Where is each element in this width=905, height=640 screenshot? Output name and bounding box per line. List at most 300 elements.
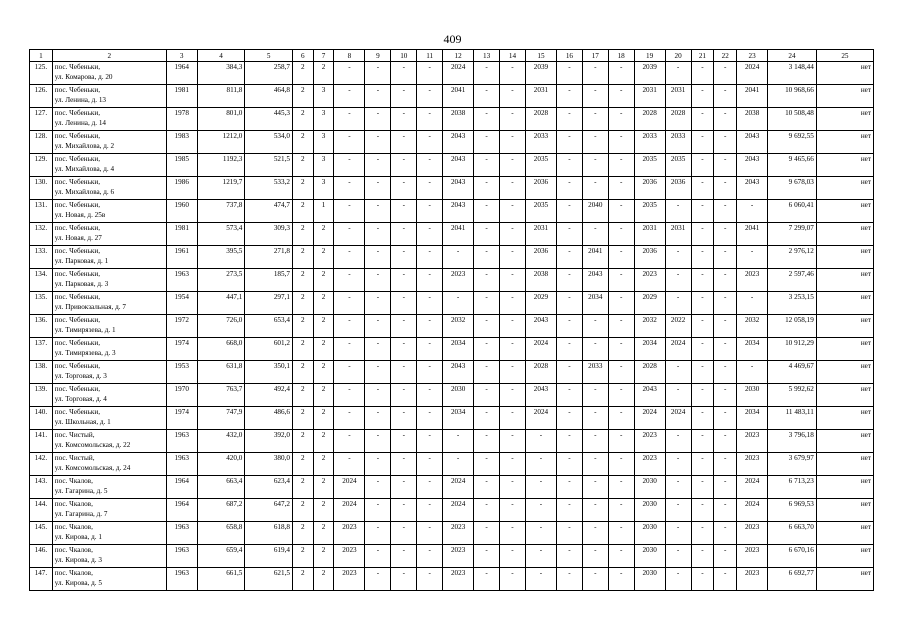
data-cell: - [556,315,582,338]
data-cell: - [417,430,443,453]
data-cell: 1974 [166,338,197,361]
data-cell: 2023 [634,453,665,476]
address-settlement: пос. Чебеньки, [54,385,101,393]
data-cell: 2041 [443,223,474,246]
data-cell: - [608,522,634,545]
address-cell [52,476,166,499]
data-cell: 2024 [737,62,768,85]
data-cell: - [365,361,391,384]
data-cell: - [334,315,365,338]
data-cell: - [691,338,714,361]
data-cell: - [582,223,608,246]
data-cell: 1963 [166,453,197,476]
data-cell: - [608,246,634,269]
data-cell: 2023 [737,269,768,292]
data-cell: 2 [293,338,314,361]
table-row [30,361,874,384]
data-cell: 2 [293,315,314,338]
data-cell: 2031 [525,223,556,246]
data-cell: - [665,545,691,568]
data-cell: 621,5 [245,568,293,591]
address-street: ул. Торговая, д. 3 [54,372,107,380]
data-cell: - [556,522,582,545]
data-cell: 2023 [443,545,474,568]
data-cell: - [582,430,608,453]
table-row [30,200,874,223]
data-cell: 2 [293,154,314,177]
address-street: ул. Новая, д. 25в [54,211,106,219]
data-cell: 2024 [443,499,474,522]
column-header: 18 [608,50,634,62]
data-cell: - [556,154,582,177]
data-cell: 445,3 [245,108,293,131]
data-cell: 2035 [634,154,665,177]
flag-cell: нет [816,223,873,246]
data-cell: - [417,568,443,591]
column-header: 10 [391,50,417,62]
data-cell: - [334,361,365,384]
address-street: ул. Ленина, д. 14 [54,119,107,127]
data-cell: - [691,85,714,108]
data-cell: 2030 [634,545,665,568]
data-cell: - [474,292,500,315]
data-cell: - [443,246,474,269]
flag-cell: нет [816,292,873,315]
data-cell: - [691,108,714,131]
column-header: 23 [737,50,768,62]
data-cell: 1212,0 [197,131,245,154]
cost-cell: 2 597,46 [768,269,817,292]
data-cell: 2032 [737,315,768,338]
table-row [30,430,874,453]
column-header: 12 [443,50,474,62]
table-row [30,315,874,338]
data-cell: 1970 [166,384,197,407]
table-row [30,384,874,407]
column-header: 6 [293,50,314,62]
data-cell: 2036 [525,177,556,200]
data-cell: 2 [293,177,314,200]
data-cell: - [608,108,634,131]
data-cell: 2023 [737,545,768,568]
row-number: 126. [30,85,53,108]
address-street: ул. Кирова, д. 3 [54,556,102,564]
data-cell: 464,8 [245,85,293,108]
table-header-row [30,50,874,62]
data-cell: 2 [293,407,314,430]
data-cell: 2023 [443,568,474,591]
data-cell: - [691,522,714,545]
address-settlement: пос. Чебеньки, [54,270,101,278]
row-number: 134. [30,269,53,292]
data-cell: 271,8 [245,246,293,269]
data-cell: 2041 [582,246,608,269]
data-cell: 2 [313,246,334,269]
data-cell: - [500,200,526,223]
address-cell [52,154,166,177]
cost-cell: 3 148,44 [768,62,817,85]
data-cell: 1981 [166,223,197,246]
data-cell: 659,4 [197,545,245,568]
data-cell: 2036 [634,177,665,200]
flag-cell: нет [816,154,873,177]
flag-cell: нет [816,545,873,568]
data-cell: - [525,430,556,453]
data-cell: 2 [313,62,334,85]
address-street: ул. Торговая, д. 4 [54,395,107,403]
data-cell: 2043 [443,131,474,154]
data-cell: - [691,499,714,522]
data-cell: - [417,85,443,108]
address-cell [52,430,166,453]
data-cell: 2 [313,292,334,315]
data-cell: - [691,269,714,292]
data-cell: - [582,154,608,177]
table-row [30,223,874,246]
data-cell: 2 [313,545,334,568]
address-street: ул. Парковая, д. 1 [54,257,109,265]
data-cell: 2039 [525,62,556,85]
column-header: 20 [665,50,691,62]
data-cell: - [500,131,526,154]
row-number: 127. [30,108,53,131]
flag-cell: нет [816,522,873,545]
data-cell: - [556,177,582,200]
data-cell: 2023 [334,568,365,591]
data-cell: - [365,430,391,453]
table-row [30,131,874,154]
data-cell: 2032 [634,315,665,338]
data-cell: - [365,131,391,154]
data-cell: - [500,361,526,384]
data-cell: 3 [313,177,334,200]
data-cell: - [691,568,714,591]
data-cell: 2 [313,430,334,453]
row-number: 131. [30,200,53,223]
data-cell: - [500,177,526,200]
data-cell: 2038 [525,269,556,292]
data-cell: 2 [293,292,314,315]
data-cell: 1963 [166,522,197,545]
data-cell: - [608,154,634,177]
address-settlement: пос. Чебеньки, [54,178,101,186]
flag-cell: нет [816,453,873,476]
data-cell: 2 [293,131,314,154]
data-cell: - [582,476,608,499]
data-cell: - [714,407,737,430]
data-cell: - [582,85,608,108]
data-cell: - [608,62,634,85]
data-cell: - [391,62,417,85]
data-cell: 2024 [525,407,556,430]
data-cell: - [417,177,443,200]
data-cell: 521,5 [245,154,293,177]
data-cell: 1981 [166,85,197,108]
data-cell: - [691,315,714,338]
data-cell: 2024 [334,476,365,499]
cost-cell: 7 299,07 [768,223,817,246]
data-cell: - [391,131,417,154]
data-cell: 2043 [525,384,556,407]
data-cell: 2028 [665,108,691,131]
data-cell: 2 [293,108,314,131]
row-number: 133. [30,246,53,269]
data-cell: 2033 [634,131,665,154]
data-cell: - [334,177,365,200]
flag-cell: нет [816,384,873,407]
data-cell: - [608,499,634,522]
address-settlement: пос. Чкалов, [54,546,93,554]
data-cell: 2 [313,361,334,384]
data-cell: - [556,85,582,108]
data-cell: - [525,545,556,568]
row-number: 141. [30,430,53,453]
data-cell: - [608,292,634,315]
data-cell: - [582,315,608,338]
data-cell: - [737,361,768,384]
address-settlement: пос. Чебеньки, [54,293,101,301]
address-cell [52,223,166,246]
address-street: ул. Кирова, д. 1 [54,533,102,541]
data-cell: - [474,568,500,591]
data-cell: - [500,292,526,315]
data-cell: - [608,407,634,430]
data-cell: - [474,407,500,430]
address-street: ул. Новая, д. 27 [54,234,102,242]
data-cell: - [500,522,526,545]
data-cell: - [474,108,500,131]
data-cell: - [608,200,634,223]
data-cell: - [417,476,443,499]
address-settlement: пос. Чебеньки, [54,63,101,71]
table-row [30,545,874,568]
data-cell: 2 [293,476,314,499]
data-cell: - [714,384,737,407]
data-cell: 623,4 [245,476,293,499]
data-cell: 1964 [166,499,197,522]
address-cell [52,292,166,315]
data-cell: - [500,476,526,499]
column-header: 7 [313,50,334,62]
data-cell: - [391,545,417,568]
data-cell: 737,8 [197,200,245,223]
data-cell: 573,4 [197,223,245,246]
data-cell: - [714,545,737,568]
data-cell: - [474,269,500,292]
row-number: 147. [30,568,53,591]
address-cell [52,177,166,200]
data-cell: 2036 [634,246,665,269]
data-cell: 1960 [166,200,197,223]
row-number: 136. [30,315,53,338]
data-cell: 486,6 [245,407,293,430]
data-cell: 647,2 [245,499,293,522]
data-cell: - [474,177,500,200]
address-cell [52,522,166,545]
data-cell: 2 [293,545,314,568]
address-street: ул. Ленина, д. 13 [54,96,107,104]
data-cell: 668,0 [197,338,245,361]
data-cell: 2043 [443,177,474,200]
data-cell: 380,0 [245,453,293,476]
data-cell: - [365,545,391,568]
data-cell: - [474,223,500,246]
data-cell: - [500,269,526,292]
flag-cell: нет [816,62,873,85]
flag-cell: нет [816,315,873,338]
data-cell: 2043 [525,315,556,338]
data-cell: - [474,384,500,407]
address-cell [52,384,166,407]
data-cell: - [334,269,365,292]
data-cell: 2043 [443,361,474,384]
data-cell: - [556,223,582,246]
data-cell: 350,1 [245,361,293,384]
data-cell: 2028 [525,361,556,384]
flag-cell: нет [816,131,873,154]
data-cell: 2034 [737,338,768,361]
data-cell: - [556,108,582,131]
row-number: 143. [30,476,53,499]
data-cell: - [474,545,500,568]
data-cell: - [417,338,443,361]
data-cell: - [474,62,500,85]
data-cell: 2024 [525,338,556,361]
data-cell: - [556,545,582,568]
data-cell: 2 [313,568,334,591]
data-cell: - [714,430,737,453]
flag-cell: нет [816,200,873,223]
data-cell: 2024 [737,499,768,522]
data-cell: 2022 [665,315,691,338]
data-cell: 687,2 [197,499,245,522]
data-cell: - [474,85,500,108]
data-cell: - [391,177,417,200]
data-cell: - [556,384,582,407]
data-cell: - [391,108,417,131]
data-cell: - [417,223,443,246]
data-cell: - [365,200,391,223]
data-cell: - [391,361,417,384]
data-cell: 2034 [582,292,608,315]
data-cell: 2024 [443,476,474,499]
data-cell: - [556,131,582,154]
data-cell: - [714,568,737,591]
data-cell: - [391,200,417,223]
data-cell: - [334,407,365,430]
data-cell: 2 [313,269,334,292]
data-cell: 2023 [443,269,474,292]
table-row [30,476,874,499]
data-cell: 447,1 [197,292,245,315]
data-cell: 185,7 [245,269,293,292]
data-cell: - [443,430,474,453]
address-settlement: пос. Чкалов, [54,523,93,531]
address-settlement: пос. Чебеньки, [54,155,101,163]
column-header: 8 [334,50,365,62]
data-cell: - [582,384,608,407]
data-cell: 2024 [634,407,665,430]
address-settlement: пос. Чкалов, [54,477,93,485]
data-cell: - [391,292,417,315]
data-cell: 2023 [737,453,768,476]
data-cell: - [474,453,500,476]
data-cell: - [474,154,500,177]
address-cell [52,315,166,338]
data-cell: - [556,338,582,361]
data-cell: 3 [313,154,334,177]
data-cell: - [714,499,737,522]
data-cell: 2038 [737,108,768,131]
address-street: ул. Михайлова, д. 4 [54,165,115,173]
data-cell: 2038 [443,108,474,131]
data-cell: - [556,430,582,453]
data-cell: - [582,522,608,545]
data-cell: - [334,246,365,269]
data-cell: - [691,476,714,499]
flag-cell: нет [816,338,873,361]
data-cell: 2023 [634,430,665,453]
data-cell: 2041 [443,85,474,108]
data-cell: 2 [313,223,334,246]
data-cell: - [556,246,582,269]
data-cell: - [334,338,365,361]
data-cell: - [556,62,582,85]
address-street: ул. Кирова, д. 5 [54,579,102,587]
data-cell: - [691,384,714,407]
data-cell: - [500,108,526,131]
column-header: 21 [691,50,714,62]
data-cell: 2033 [665,131,691,154]
data-cell: 2043 [443,200,474,223]
data-cell: - [391,407,417,430]
data-cell: 2 [293,246,314,269]
address-settlement: пос. Чебеньки, [54,247,101,255]
data-cell: - [665,384,691,407]
data-cell: 2030 [634,499,665,522]
data-cell: 2 [313,522,334,545]
data-cell: - [500,453,526,476]
data-cell: 2023 [334,545,365,568]
row-number: 145. [30,522,53,545]
data-cell: - [391,476,417,499]
data-cell: - [474,499,500,522]
table-row [30,62,874,85]
table-row [30,522,874,545]
data-cell: - [474,430,500,453]
cost-cell: 12 058,19 [768,315,817,338]
flag-cell: нет [816,108,873,131]
data-cell: - [500,384,526,407]
column-header: 14 [500,50,526,62]
data-cell: - [608,85,634,108]
data-cell: 2034 [634,338,665,361]
data-cell: 2 [313,315,334,338]
address-street: ул. Михайлова, д. 2 [54,142,115,150]
data-cell: - [500,407,526,430]
table-row [30,499,874,522]
data-cell: - [582,499,608,522]
address-cell [52,200,166,223]
data-cell: - [334,223,365,246]
data-cell: 2043 [737,131,768,154]
data-cell: - [474,338,500,361]
data-cell: 2030 [634,568,665,591]
table-row [30,407,874,430]
data-cell: 2 [313,338,334,361]
data-cell: 2 [293,269,314,292]
column-header: 19 [634,50,665,62]
